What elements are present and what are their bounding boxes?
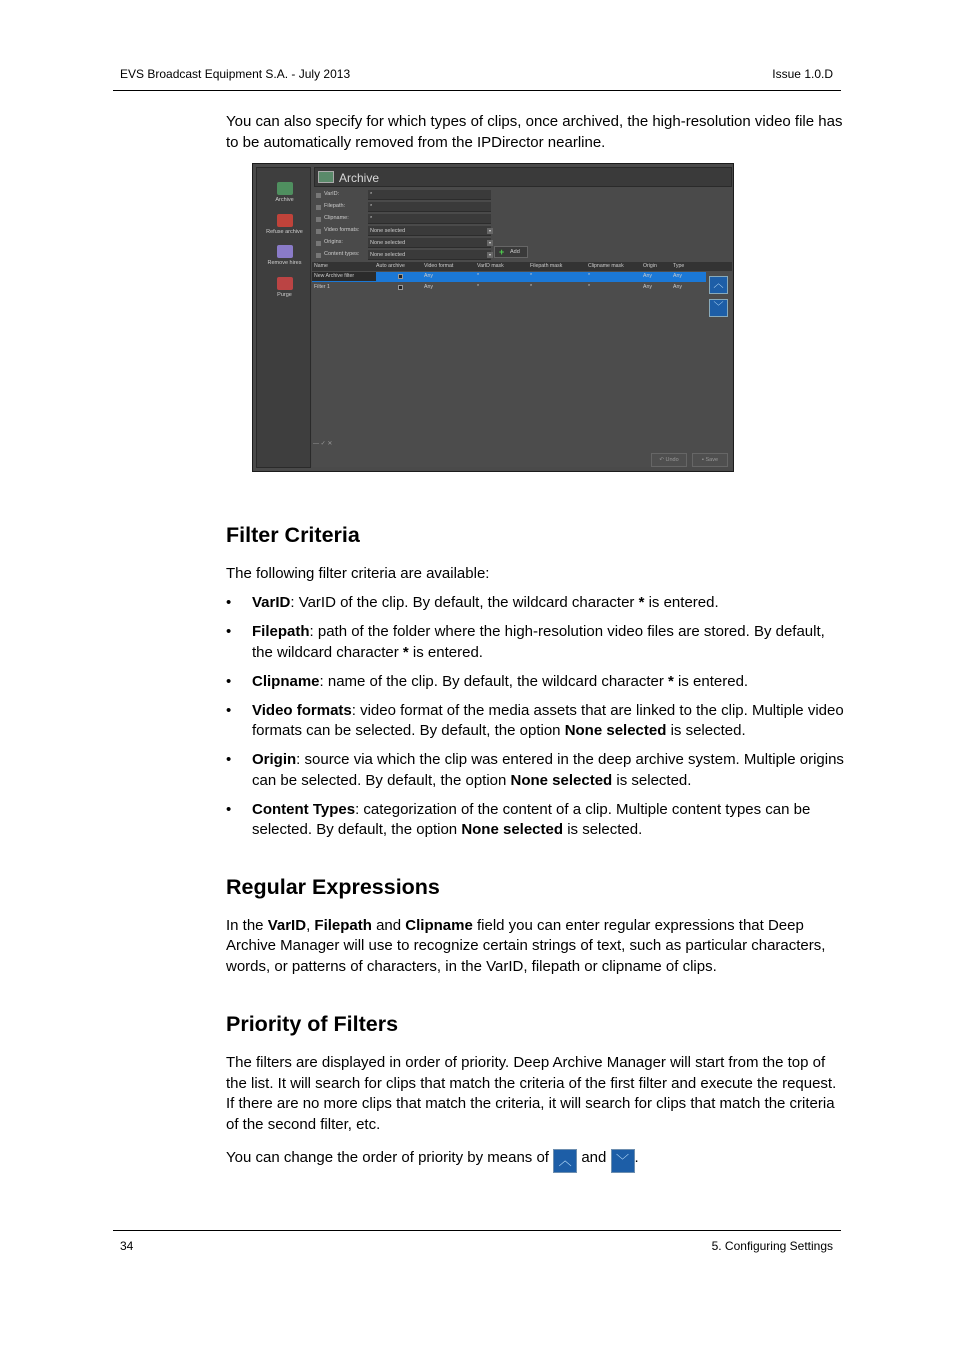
intro-paragraph: You can also specify for which types of clips, once archived, the high-resolution video file has to be automatically removed from the IPDirector nearline.: [226, 113, 843, 151]
priority-paragraph-2: You can change the order of priority by means of ︿ and ﹀ .: [226, 1148, 844, 1173]
header-issue: Issue 1.0.D: [772, 67, 833, 81]
list-item: • VarID: VarID of the clip. By default, the wildcard character * is entered.: [226, 594, 719, 611]
sidebar-item-purge[interactable]: Purge: [257, 277, 312, 298]
varid-filter-row: VarID: *: [314, 190, 494, 201]
varid-checkbox[interactable]: [316, 193, 321, 198]
move-down-icon: ﹀: [611, 1149, 635, 1173]
sidebar-item-refuse-archive[interactable]: Refuse archive: [257, 214, 312, 235]
page-number: 34: [120, 1239, 134, 1253]
filepath-filter-row: Filepath: *: [314, 202, 494, 213]
archive-settings-screenshot: [252, 163, 734, 472]
table-row[interactable]: Filter 1 Any * * * Any Any: [314, 284, 682, 290]
remove-hires-icon: [277, 245, 293, 258]
filter-table-header: Name Auto archive Video format VarID mask Filepath mask Clipname mask Origin Type: [312, 262, 732, 271]
list-item: • Filepath: path of the folder where the high-resolution video files are stored. By default, the wildcard character * is entered.: [226, 623, 825, 661]
undo-button[interactable]: ↶ Undo: [651, 453, 687, 467]
priority-heading: Priority of Filters: [226, 1012, 399, 1036]
list-item: • Clipname: name of the clip. By default, the wildcard character * is entered.: [226, 672, 749, 690]
clipname-checkbox[interactable]: [316, 217, 321, 222]
sidebar: [256, 167, 311, 468]
sidebar-item-remove-hires[interactable]: Remove hires: [257, 245, 312, 266]
plus-icon: +: [499, 247, 505, 257]
content-types-filter-row: Content types: None selected ▾: [314, 250, 494, 261]
origins-checkbox[interactable]: [316, 241, 321, 246]
archive-icon: [277, 182, 293, 195]
list-item: • Origin: source via which the clip was entered in the deep archive system. Multiple origins can be selected. By default, the option None selected is selected.: [226, 751, 844, 789]
content-types-select[interactable]: None selected: [368, 250, 491, 260]
filepath-checkbox[interactable]: [316, 205, 321, 210]
video-formats-filter-row: Video formats: None selected ▾: [314, 226, 494, 237]
purge-icon: [277, 277, 293, 290]
chevron-up-icon: ︿: [713, 279, 724, 290]
varid-input[interactable]: *: [368, 190, 491, 200]
archive-title: Archive: [339, 171, 380, 185]
clipname-input[interactable]: *: [368, 214, 491, 224]
archive-titlebar: [314, 167, 732, 187]
save-icon: ▪: [701, 457, 706, 463]
filter-criteria-heading: Filter Criteria: [226, 523, 360, 547]
undo-icon: ↶: [659, 457, 666, 463]
header-publisher: EVS Broadcast Equipment S.A. - July 2013: [120, 67, 351, 81]
row-edit-icons[interactable]: — ✓ ✕: [313, 441, 333, 447]
add-filter-button[interactable]: + Add: [494, 246, 528, 258]
filter-table: [312, 262, 732, 467]
filepath-input[interactable]: *: [368, 202, 491, 212]
move-down-button[interactable]: [709, 299, 728, 317]
priority-paragraph-1: The filters are displayed in order of priority. Deep Archive Manager will start from the top of the list. It will search for clips that match the criteria of the first filter and execute the request. If there are no more clips that match the criteria, it will search for clips that match the criteria of the second filter, etc.: [226, 1054, 837, 1133]
filter-criteria-list: [226, 593, 844, 841]
table-row[interactable]: New Archive filter Any * * * Any Any: [312, 272, 706, 282]
regular-expressions-paragraph: In the VarID, Filepath and Clipname field you can enter regular expressions that Deep Archive Manager will use to recognize certain strings of text, such as particular characters, words, or patterns of characters, in the VarID, filepath or clipname of clips.: [226, 916, 826, 975]
video-formats-checkbox[interactable]: [316, 229, 321, 234]
chevron-down-icon[interactable]: ▾: [488, 240, 491, 245]
move-up-button[interactable]: [709, 276, 728, 294]
chevron-down-icon[interactable]: ▾: [488, 228, 491, 233]
filter-criteria-lead: The following filter criteria are available:: [226, 565, 490, 582]
page-footer: [113, 1230, 841, 1253]
page-header: [113, 64, 841, 91]
list-item: • Content Types: categorization of the content of a clip. Multiple content types can be selected. By default, the option None selected is selected.: [226, 800, 811, 838]
video-formats-select[interactable]: None selected: [368, 226, 491, 236]
refuse-archive-icon: [277, 214, 293, 227]
archive-title-icon: [318, 171, 334, 183]
sidebar-item-archive[interactable]: Archive: [257, 182, 312, 203]
regular-expressions-heading: Regular Expressions: [226, 874, 440, 899]
move-up-icon: ︿: [553, 1149, 577, 1173]
chevron-down-icon[interactable]: ▾: [488, 252, 491, 257]
list-item: • Video formats: video format of the media assets that are linked to the clip. Multiple video formats can be selected. By default, the option None selected is selected.: [226, 701, 844, 739]
footer-section: 5. Configuring Settings: [711, 1239, 833, 1253]
origins-select[interactable]: None selected: [368, 238, 491, 248]
clipname-filter-row: Clipname: *: [314, 214, 494, 225]
auto-archive-checkbox[interactable]: [398, 285, 403, 290]
origins-filter-row: Origins: None selected ▾: [314, 238, 494, 249]
save-button[interactable]: ▪ Save: [692, 453, 728, 467]
auto-archive-checkbox[interactable]: [398, 274, 403, 279]
content-types-checkbox[interactable]: [316, 253, 321, 258]
chevron-down-icon: ﹀: [713, 302, 724, 313]
